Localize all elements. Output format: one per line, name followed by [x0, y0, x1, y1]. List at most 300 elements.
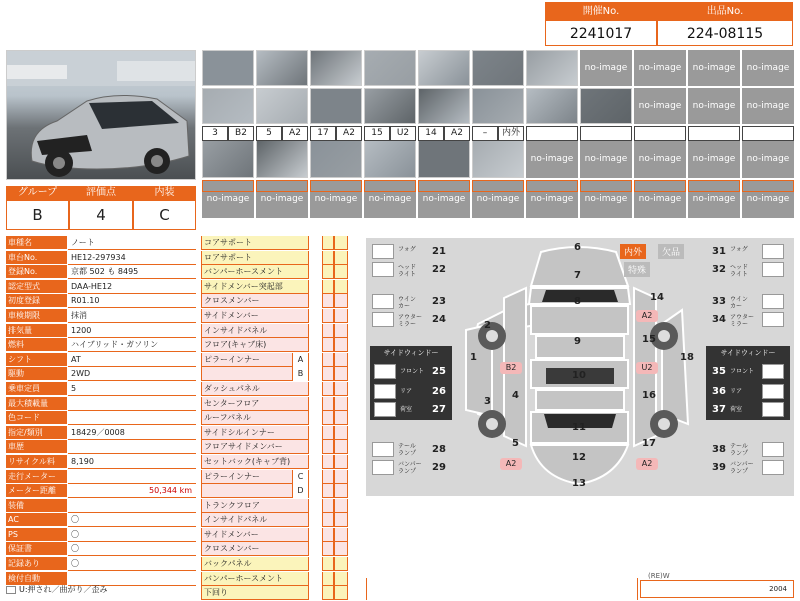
frame-part-check-2[interactable] — [334, 353, 348, 367]
frame-part-check-1[interactable] — [322, 572, 334, 586]
frame-part-check-1[interactable] — [322, 542, 334, 556]
zone-number[interactable]: 17 — [642, 438, 656, 449]
frame-part-check-2[interactable] — [334, 426, 348, 440]
score-label: 評価点 — [69, 186, 133, 200]
frame-part-label — [201, 484, 309, 498]
damage-marker[interactable]: A2 — [636, 458, 658, 470]
damage-code-cell: A2 — [282, 126, 308, 141]
right-item-box[interactable] — [762, 244, 784, 259]
zone-number[interactable]: 9 — [574, 336, 581, 347]
frame-part-check-1[interactable] — [322, 440, 334, 454]
footnote-icon — [6, 586, 16, 594]
left-item-label: ウイン カー — [398, 296, 416, 310]
left-window-label: フロント — [400, 368, 425, 375]
frame-part-label — [201, 265, 309, 279]
info-label: 認定型式 — [6, 280, 67, 294]
thumbnail-photo[interactable] — [472, 88, 524, 124]
zone-number[interactable]: 10 — [572, 370, 586, 381]
frame-part-sub: B — [292, 367, 308, 381]
tag-naigai[interactable]: 内外 — [620, 244, 646, 259]
right-lamp-number: 39 — [712, 462, 726, 473]
zone-number[interactable]: 13 — [572, 478, 586, 489]
frame-part-check-1[interactable] — [322, 280, 334, 294]
frame-part-row — [201, 367, 351, 382]
left-item-number: 22 — [432, 264, 446, 275]
frame-part-check-2[interactable] — [334, 499, 348, 513]
frame-part-check-2[interactable] — [334, 542, 348, 556]
frame-part-check-2[interactable] — [334, 397, 348, 411]
left-item-box[interactable] — [372, 244, 394, 259]
info-value — [68, 499, 196, 513]
frame-part-check-1[interactable] — [322, 353, 334, 367]
frame-part-check-2[interactable] — [334, 265, 348, 279]
no-image-text: no-image — [206, 194, 250, 204]
bottom-year-box — [640, 580, 794, 598]
info-value: AT — [68, 353, 196, 367]
thumbnail-photo[interactable] — [580, 88, 632, 124]
frame-part-check-2[interactable] — [334, 572, 348, 586]
info-label: PS — [6, 528, 67, 542]
info-label: 指定/類別 — [6, 426, 67, 440]
no-image-text: no-image — [692, 194, 736, 204]
right-item-label: ウイン カー — [730, 296, 748, 310]
frame-part-text: フロアサイドメンバー — [204, 442, 283, 452]
frame-part-check-1[interactable] — [322, 411, 334, 425]
frame-part-row — [201, 236, 351, 251]
no-image-text: no-image — [746, 154, 790, 164]
info-row — [6, 309, 196, 324]
left-lamp-number: 28 — [432, 444, 446, 455]
frame-part-text: インサイドパネル — [204, 325, 268, 335]
left-item-label: アウター ミラー — [398, 314, 422, 328]
frame-part-check-2[interactable] — [334, 309, 348, 323]
thumbnail-photo[interactable] — [472, 50, 524, 86]
frame-part-check-1[interactable] — [322, 324, 334, 338]
right-window-box[interactable] — [762, 364, 784, 379]
info-label: 走行メーター — [6, 470, 67, 484]
bottom-year: 2004 — [769, 585, 787, 593]
no-image-text: no-image — [530, 194, 574, 204]
right-item-label: フォグ — [730, 246, 748, 253]
frame-part-check-1[interactable] — [322, 338, 334, 352]
right-item-number: 33 — [712, 296, 726, 307]
damage-marker[interactable]: A2 — [500, 458, 522, 470]
left-lamp-box[interactable] — [372, 460, 394, 475]
frame-part-text: ピラーインナー — [204, 354, 260, 364]
no-image-placeholder[interactable] — [742, 50, 794, 86]
frame-part-label — [201, 382, 309, 396]
info-row — [6, 353, 196, 368]
right-item-box[interactable] — [762, 312, 784, 327]
right-window-label: 荷室 — [730, 406, 743, 413]
frame-part-check-2[interactable] — [334, 382, 348, 396]
frame-part-text: 下回り — [204, 588, 228, 598]
lot-no-value: 224-08115 — [686, 26, 764, 42]
score-value: 4 — [69, 200, 133, 230]
no-image-placeholder[interactable] — [580, 50, 632, 86]
no-image-placeholder[interactable] — [526, 140, 578, 178]
thumbnail-photo[interactable] — [364, 88, 416, 124]
zone-number[interactable]: 16 — [642, 390, 656, 401]
right-item-number: 34 — [712, 314, 726, 325]
info-label: 最大積載量 — [6, 397, 67, 411]
no-image-placeholder[interactable] — [688, 88, 740, 124]
footnote-text: U:押され／曲がり／歪み — [19, 585, 108, 594]
frame-part-row — [201, 397, 351, 412]
no-image-text: no-image — [692, 154, 736, 164]
info-row — [6, 382, 196, 397]
no-image-placeholder[interactable] — [742, 88, 794, 124]
info-row — [6, 426, 196, 441]
frame-part-check-2[interactable] — [334, 280, 348, 294]
info-label: シフト — [6, 353, 67, 367]
info-label: 色コード — [6, 411, 67, 425]
thumbnail-photo[interactable] — [310, 50, 362, 86]
no-image-text: no-image — [746, 194, 790, 204]
frame-part-row — [201, 382, 351, 397]
empty-code-cell — [742, 126, 794, 141]
left-window-number: 27 — [432, 404, 446, 415]
info-label: 検付自動 — [6, 572, 67, 586]
info-row — [6, 265, 196, 280]
frame-part-text: バンパーホースメント — [204, 267, 284, 277]
frame-part-label — [201, 528, 309, 542]
zone-number[interactable]: 5 — [512, 438, 519, 449]
thumbnail-photo[interactable] — [310, 140, 362, 178]
empty-code-cell — [688, 126, 740, 141]
thumbnail-photo[interactable] — [526, 50, 578, 86]
frame-part-label — [201, 513, 309, 527]
info-value: 18429／0008 — [68, 426, 196, 440]
info-row — [6, 528, 196, 543]
info-row — [6, 470, 196, 485]
caption-row — [364, 180, 416, 192]
left-item-box[interactable] — [372, 312, 394, 327]
frame-part-text: フロア(キャブ床) — [204, 340, 267, 350]
thumbnail-photo[interactable] — [364, 140, 416, 178]
damage-marker[interactable]: U2 — [636, 362, 658, 374]
frame-part-text: ロアサポート — [204, 252, 252, 262]
frame-part-sub: D — [292, 484, 308, 498]
tag-tokushu[interactable]: 特殊 — [624, 262, 650, 277]
info-value: 〇 — [68, 528, 196, 542]
frame-part-check-1[interactable] — [322, 557, 334, 571]
left-window-box[interactable] — [374, 364, 396, 379]
no-image-placeholder[interactable] — [688, 140, 740, 178]
info-row — [6, 484, 196, 499]
zone-number[interactable]: 7 — [574, 270, 581, 281]
caption-row — [418, 180, 470, 192]
main-car-photo[interactable] — [6, 50, 196, 180]
thumbnail-photo[interactable] — [418, 50, 470, 86]
info-label: 車種名 — [6, 236, 67, 250]
no-image-text: no-image — [584, 154, 628, 164]
info-row — [6, 542, 196, 557]
frame-part-text: センターフロア — [204, 398, 260, 408]
left-window-box[interactable] — [374, 402, 396, 417]
right-item-label: アウター ミラー — [730, 314, 754, 328]
info-value: ノート — [68, 236, 196, 250]
frame-part-text: コアサポート — [204, 238, 252, 247]
no-image-text: no-image — [314, 194, 358, 204]
frame-part-sub: C — [292, 470, 308, 484]
frame-part-row — [201, 280, 351, 295]
damage-code-cell: A2 — [336, 126, 362, 141]
frame-part-row — [201, 353, 351, 368]
frame-part-check-1[interactable] — [322, 586, 334, 600]
no-image-text: no-image — [638, 63, 682, 73]
meeting-no-label: 開催No. — [546, 3, 656, 21]
frame-part-row — [201, 338, 351, 353]
thumbnail-photo[interactable] — [256, 50, 308, 86]
thumbnail-photo[interactable] — [202, 140, 254, 178]
info-row — [6, 338, 196, 353]
info-row — [6, 440, 196, 455]
left-window-number: 25 — [432, 366, 446, 377]
frame-part-text: ダッシュパネル — [204, 383, 260, 393]
damage-code-cell: B2 — [228, 126, 254, 141]
frame-part-check-2[interactable] — [334, 484, 348, 498]
info-value: 1200 — [68, 324, 196, 338]
info-label: 車台No. — [6, 251, 67, 265]
info-value: 〇 — [68, 557, 196, 571]
right-window-box[interactable] — [762, 402, 784, 417]
frame-part-text: バックパネル — [204, 559, 252, 569]
caption-row — [310, 180, 362, 192]
frame-part-text: クロスメンバー — [204, 544, 260, 554]
info-value — [68, 411, 196, 425]
frame-parts-table — [201, 236, 351, 601]
area-code-cell: 5 — [256, 126, 282, 141]
area-code-cell: – — [472, 126, 498, 141]
frame-part-check-2[interactable] — [334, 440, 348, 454]
frame-part-check-2[interactable] — [334, 513, 348, 527]
left-lamp-box[interactable] — [372, 442, 394, 457]
left-window-box[interactable] — [374, 384, 396, 399]
frame-part-check-2[interactable] — [334, 411, 348, 425]
info-value: 〇 — [68, 542, 196, 556]
info-value: HE12-297934 — [68, 251, 196, 265]
frame-part-check-1[interactable] — [322, 236, 334, 250]
info-label: 車検期限 — [6, 309, 67, 323]
zone-number[interactable]: 4 — [512, 390, 519, 401]
bottom-label: (RE)W — [648, 572, 670, 580]
left-item-number: 24 — [432, 314, 446, 325]
empty-code-cell — [526, 126, 578, 141]
right-item-box[interactable] — [762, 294, 784, 309]
info-row — [6, 513, 196, 528]
frame-part-row — [201, 499, 351, 514]
frame-part-row — [201, 440, 351, 455]
zone-number[interactable]: 2 — [484, 320, 491, 331]
tag-kuhin[interactable]: 欠品 — [658, 244, 684, 259]
right-window-number: 37 — [712, 404, 726, 415]
damage-code-cell: A2 — [444, 126, 470, 141]
frame-part-check-1[interactable] — [322, 382, 334, 396]
left-item-number: 23 — [432, 296, 446, 307]
group-value: B — [6, 200, 69, 230]
frame-part-check-2[interactable] — [334, 338, 348, 352]
thumbnail-photo[interactable] — [256, 88, 308, 124]
frame-part-row — [201, 513, 351, 528]
right-side-window-title: サイドウィンドー — [720, 349, 776, 357]
frame-part-row — [201, 411, 351, 426]
frame-part-check-2[interactable] — [334, 528, 348, 542]
left-item-box[interactable] — [372, 262, 394, 277]
caption-row — [472, 180, 524, 192]
no-image-text: no-image — [260, 194, 304, 204]
meeting-no-cell — [545, 2, 657, 46]
frame-part-check-2[interactable] — [334, 455, 348, 469]
frame-part-row — [201, 528, 351, 543]
zone-number[interactable]: 11 — [572, 422, 586, 433]
no-image-text: no-image — [692, 63, 736, 73]
thumbnail-photo[interactable] — [364, 50, 416, 86]
damage-code-cell: 内外 — [498, 126, 524, 141]
frame-part-row — [201, 309, 351, 324]
info-value: 50,344 km — [68, 484, 196, 498]
frame-part-check-2[interactable] — [334, 557, 348, 571]
thumbnail-photo[interactable] — [202, 88, 254, 124]
frame-part-label — [201, 309, 309, 323]
info-label: 車歴 — [6, 440, 67, 454]
lot-no-label: 出品No. — [658, 3, 792, 21]
info-label: 登録No. — [6, 265, 67, 279]
info-row — [6, 455, 196, 470]
info-label: 乗車定員 — [6, 382, 67, 396]
thumbnail-photo[interactable] — [418, 88, 470, 124]
area-code-cell: 14 — [418, 126, 444, 141]
frame-part-row — [201, 294, 351, 309]
info-row — [6, 411, 196, 426]
no-image-placeholder[interactable] — [688, 50, 740, 86]
frame-part-label — [201, 572, 309, 586]
frame-part-text: サイドシルインナー — [204, 427, 275, 437]
zone-number[interactable]: 14 — [650, 292, 664, 303]
frame-part-check-1[interactable] — [322, 528, 334, 542]
right-window-label: フロント — [730, 368, 755, 375]
frame-part-label — [201, 294, 309, 308]
frame-part-label — [201, 411, 309, 425]
thumbnail-photo[interactable] — [418, 140, 470, 178]
info-label: リサイクル料 — [6, 455, 67, 469]
no-image-text: no-image — [746, 101, 790, 111]
zone-number[interactable]: 1 — [470, 352, 477, 363]
group-label: グループ — [6, 186, 69, 200]
damage-marker[interactable]: A2 — [636, 310, 658, 322]
frame-part-check-1[interactable] — [322, 470, 334, 484]
frame-part-check-2[interactable] — [334, 367, 348, 381]
empty-code-cell — [634, 126, 686, 141]
info-value: DAA-HE12 — [68, 280, 196, 294]
no-image-placeholder[interactable] — [580, 140, 632, 178]
right-lamp-label: テール ランプ — [730, 443, 749, 457]
no-image-placeholder[interactable] — [634, 88, 686, 124]
frame-part-row — [201, 455, 351, 470]
frame-part-check-2[interactable] — [334, 251, 348, 265]
info-row — [6, 236, 196, 251]
info-label: 燃料 — [6, 338, 67, 352]
interior-value: C — [133, 200, 196, 230]
right-item-box[interactable] — [762, 262, 784, 277]
frame-part-sub: A — [292, 353, 308, 367]
meeting-no-value: 2241017 — [569, 26, 633, 42]
frame-part-check-2[interactable] — [334, 324, 348, 338]
no-image-placeholder[interactable] — [634, 50, 686, 86]
caption-row — [580, 180, 632, 192]
left-window-number: 26 — [432, 386, 446, 397]
frame-part-check-1[interactable] — [322, 484, 334, 498]
zone-number[interactable]: 12 — [572, 452, 586, 463]
damage-marker[interactable]: B2 — [500, 362, 522, 374]
thumbnail-photo[interactable] — [310, 88, 362, 124]
thumbnail-photo[interactable] — [202, 50, 254, 86]
right-lamp-box[interactable] — [762, 460, 784, 475]
frame-part-text: サイドメンバー — [204, 529, 259, 539]
left-item-box[interactable] — [372, 294, 394, 309]
caption-row — [688, 180, 740, 192]
no-image-placeholder[interactable] — [634, 140, 686, 178]
info-label: 保証書 — [6, 542, 67, 556]
frame-part-label — [201, 236, 309, 250]
frame-part-row — [201, 265, 351, 280]
frame-part-check-1[interactable] — [322, 426, 334, 440]
info-label: 駆動 — [6, 367, 67, 381]
frame-part-check-1[interactable] — [322, 455, 334, 469]
thumbnail-photo[interactable] — [526, 88, 578, 124]
frame-part-check-2[interactable] — [334, 586, 348, 600]
right-lamp-box[interactable] — [762, 442, 784, 457]
zone-number[interactable]: 18 — [680, 352, 694, 363]
frame-part-check-2[interactable] — [334, 470, 348, 484]
frame-part-row — [201, 470, 351, 485]
frame-part-label — [201, 397, 309, 411]
thumbnail-photo[interactable] — [472, 140, 524, 178]
zone-number[interactable]: 3 — [484, 396, 491, 407]
frame-part-check-1[interactable] — [322, 513, 334, 527]
frame-part-check-1[interactable] — [322, 265, 334, 279]
zone-number[interactable]: 15 — [642, 334, 656, 345]
info-value: 5 — [68, 382, 196, 396]
frame-part-check-1[interactable] — [322, 397, 334, 411]
damage-diagram — [366, 238, 794, 496]
left-item-label: フォグ — [398, 246, 416, 253]
frame-part-label — [201, 426, 309, 440]
no-image-text: no-image — [638, 154, 682, 164]
no-image-text: no-image — [422, 194, 466, 204]
frame-part-text: クロスメンバー — [204, 296, 260, 306]
right-window-box[interactable] — [762, 384, 784, 399]
zone-number[interactable]: 6 — [574, 242, 581, 253]
frame-part-check-2[interactable] — [334, 294, 348, 308]
frame-part-check-1[interactable] — [322, 499, 334, 513]
right-item-label: ヘッド ライト — [730, 264, 749, 278]
no-image-placeholder[interactable] — [742, 140, 794, 178]
no-image-text: no-image — [530, 154, 574, 164]
frame-part-check-2[interactable] — [334, 236, 348, 250]
frame-part-check-1[interactable] — [322, 251, 334, 265]
frame-part-check-1[interactable] — [322, 294, 334, 308]
caption-row — [256, 180, 308, 192]
frame-part-check-1[interactable] — [322, 367, 334, 381]
thumbnail-photo[interactable] — [256, 140, 308, 178]
info-value: 京都 502 も 8495 — [68, 265, 196, 279]
frame-part-text: サイドメンバー — [204, 310, 259, 320]
frame-part-text: セットバック(キャブ背) — [204, 456, 291, 466]
frame-part-check-1[interactable] — [322, 309, 334, 323]
zone-number[interactable]: 8 — [574, 296, 581, 307]
right-window-number: 35 — [712, 366, 726, 377]
